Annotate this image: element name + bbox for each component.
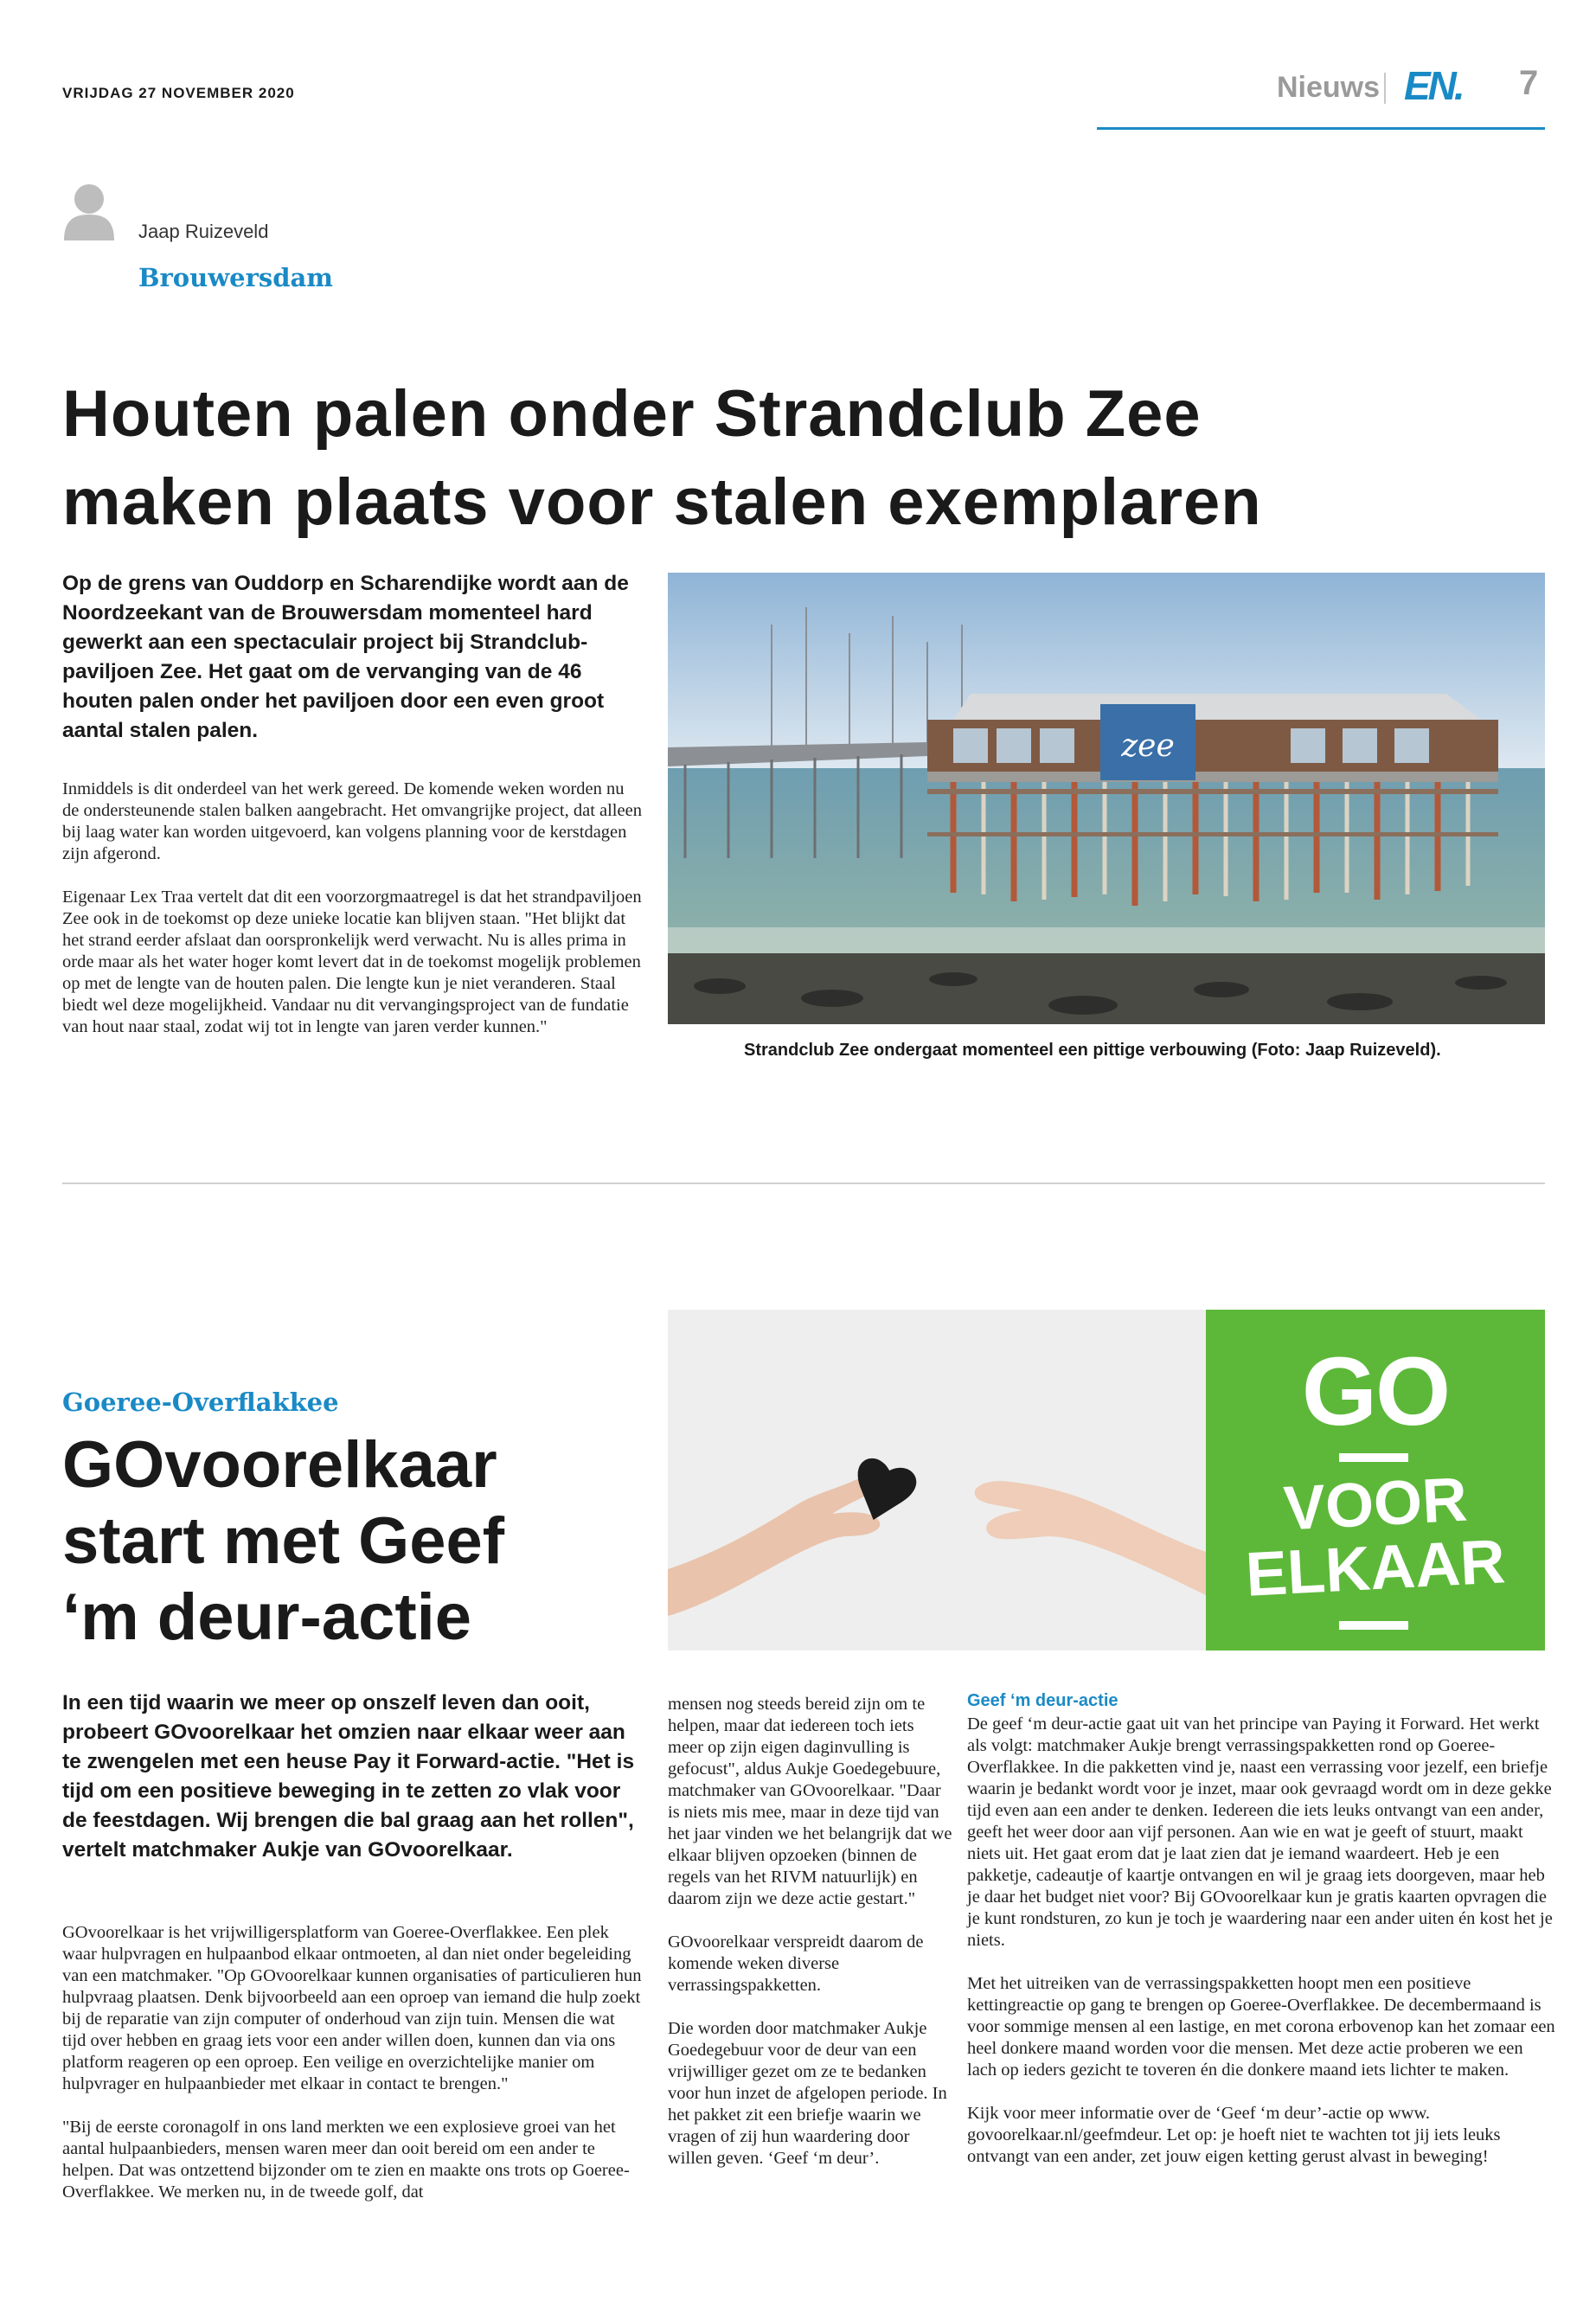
logo-voor-text: VOOR bbox=[1282, 1465, 1469, 1544]
paragraph: De geef ‘m deur-actie gaat uit van het principe van Paying it Forward. Het werkt als volgt: matchmaker Aukje brengt verrassingspakketten rond op Goeree-Overflakkee. In die pakketten vind je, naast een verrassing voor jezelf, een briefje waarin je bedankt wordt voor je inzet, maar ook gevraagd wordt om in deze gekke tijd even aan een ander te denken. Iedereen die iets leuks ontvangt van een ander, geeft het weer door aan vijf personen. Aan wie en wat je geeft of stuurt, maakt niets uit. Het gaat erom dat je laat zien dat je iemand waardeert. Heb je een pakketje, cadeautje of kaartje ontvangen en wil je graag iets doorgeven, maar heb je daar het budget niet voor? Bij GOvoorelkaar kun je gratis kaarten opvragen die je kunt rondsturen, zo kun je toch je waardering naar een ander uiten én kost het je niets. bbox=[967, 1715, 1553, 1950]
article-lead: In een tijd waarin we meer op onszelf leven dan ooit, probeert GOvoorelkaar het omzien naar elkaar weer aan te zwengelen met een heuse Pay it Forward-actie. "Het is tijd om een positieve beweging in te zetten zo vlak voor de feestdagen. Wij brengen die bal graag aan het rollen", vertelt matchmaker Aukje van GOvoorelkaar. bbox=[62, 1691, 635, 1862]
paragraph: "Bij de eerste coronagolf in ons land merkten we een explosieve groei van het aantal hulpaanbieders, mensen waren meer dan ooit bereid om een ander te helpen. Dat was ontzettend bijzonder om te zien en maakte ons trots op Goeree-Overflakkee. We merken nu, in de tweede golf, dat bbox=[62, 2118, 630, 2202]
author-avatar-icon bbox=[62, 182, 116, 240]
subheading: Geef ‘m deur-actie bbox=[967, 1691, 1118, 1710]
headline-line: start met Geef bbox=[62, 1504, 505, 1578]
logo-elkaar-text: ELKAAR bbox=[1244, 1527, 1507, 1610]
location-label: Brouwersdam bbox=[138, 263, 333, 292]
headline-line: maken plaats voor stalen exemplaren bbox=[62, 465, 1262, 539]
pavilion-sign: zee bbox=[1121, 728, 1175, 764]
article-body-column-2 bbox=[668, 1694, 953, 2191]
headline-line: Houten palen onder Strandclub Zee bbox=[62, 377, 1202, 451]
hands-heart-drawing bbox=[668, 1310, 1206, 1650]
paragraph: Die worden door matchmaker Aukje Goedegebuur voor de deur van een vrijwilliger gezet om ze te bedanken voor hun inzet de afgelopen periode. In het pakket zit een briefje waarin we vragen of zij hun waardering door willen geven. ‘Geef ‘m deur’. bbox=[668, 2019, 947, 2168]
section-label: Nieuws bbox=[1277, 71, 1381, 104]
headline-line: ‘m deur-actie bbox=[62, 1580, 472, 1654]
pavilion-photo-drawing bbox=[668, 573, 1545, 1024]
logo-go-text: GO bbox=[1301, 1337, 1450, 1445]
article-headline bbox=[62, 1427, 633, 1656]
article-lead: Op de grens van Ouddorp en Scharendijke wordt aan de Noordzeekant van de Brouwersdam momenteel hard gewerkt aan een spectaculair project bij Strandclub-paviljoen Zee. Het gaat om de vervanging van de 46 houten palen onder het paviljoen door een even groot aantal stalen palen. bbox=[62, 572, 629, 742]
photo-caption: Strandclub Zee ondergaat momenteel een pittige verbouwing (Foto: Jaap Ruizeveld). bbox=[744, 1041, 1441, 1060]
paragraph: mensen nog steeds bereid zijn om te helpen, maar dat iedereen toch iets meer op zijn eigen daginvulling is gefocust", aldus Aukje Goedegebuure, matchmaker van GOvoorelkaar. "Daar is niets mis mee, maar in deze tijd van het jaar vinden we het belangrijk dat we elkaar blijven opzoeken (binnen de regels van het RIVM natuurlijk) en daarom zijn we deze actie gestart." bbox=[668, 1695, 952, 1908]
article-body-column-1 bbox=[62, 1922, 642, 2225]
newspaper-logo: EN. bbox=[1404, 63, 1463, 108]
article-body-column-3 bbox=[967, 1714, 1555, 2189]
govoorelkaar-logo bbox=[1206, 1310, 1545, 1650]
location-label: Goeree-Overflakkee bbox=[62, 1388, 339, 1417]
logo-rule bbox=[1339, 1621, 1408, 1630]
header-separator bbox=[1384, 73, 1386, 104]
paragraph: Kijk voor meer informatie over de ‘Geef ‘m deur’-actie op www. govoorelkaar.nl/geefmdeur. Let op: je hoeft niet te wachten tot jij iets leuks ontvangt van een ander, zet jouw eigen ketting gerust alvast in beweging! bbox=[967, 2104, 1501, 2166]
article-headline bbox=[62, 370, 1360, 547]
paragraph: GOvoorelkaar verspreidt daarom de komende weken diverse verrassingspakketten. bbox=[668, 1932, 924, 1995]
page-number: 7 bbox=[1519, 64, 1539, 102]
paragraph: Inmiddels is dit onderdeel van het werk gereed. De komende weken worden nu de ondersteunende stalen balken aangebracht. Het omvangrijke project, dat alleen bij laag water kan worden uitgevoerd, kan volgens planning voor de kerstdagen zijn afgerond. bbox=[62, 779, 642, 863]
paragraph: GOvoorelkaar is het vrijwilligersplatform van Goeree-Overflakkee. Een plek waar hulpvragen en hulpaanbod elkaar ontmoeten, al dan niet onder begeleiding van een matchmaker. "Op GOvoorelkaar kunnen organisaties of particulieren hun hulpvraag plaatsen. Denk bijvoorbeeld aan een oproep van iemand die hulp zoekt bij de reparatie van zijn computer of onderhoud van zijn tuin. Mensen die wat tijd over hebben en graag iets voor een ander willen doen, kunnen dan via ons platform reageren op een oproep. Een veilige en overzichtelijke manier om hulpvrager en hulpaanbieder met elkaar in contact te brengen." bbox=[62, 1923, 642, 2093]
article-body bbox=[62, 779, 642, 1060]
paragraph: Met het uitreiken van de verrassingspakketten hoopt men een positieve kettingreactie op gang te brengen op Goeree-Overflakkee. De decembermaand is voor sommige mensen al een lastige, en met corona erbovenop kan het zomaar een heel donkere maand worden voor die mensen. Met deze actie proberen we een lach op ieders gezicht te toveren én die donkere maand iets lichter te maken. bbox=[967, 1974, 1555, 2080]
paragraph: Eigenaar Lex Traa vertelt dat dit een voorzorgmaatregel is dat het strandpaviljoen Zee ook in de toekomst op deze unieke locatie kan blijven staan. "Het blijkt dat het strand eerder afslaat dan oorspronkelijk werd verwacht. Nu is alles prima in orde maar als het water hoger komt levert dat in de toekomst mogelijk problemen op met de lengte van de houten palen. Die lengte kun je niet veranderen. Staal biedt wel deze mogelijkheid. Vandaar nu dit vervangingsproject van de fundatie van hout naar staal, zodat wij tot in lengte van jaren verder kunnen." bbox=[62, 888, 642, 1036]
logo-rule bbox=[1339, 1453, 1408, 1462]
hands-heart-photo bbox=[668, 1310, 1206, 1650]
issue-date: VRIJDAG 27 NOVEMBER 2020 bbox=[62, 85, 295, 101]
header-rule bbox=[1097, 127, 1545, 130]
pavilion-photo bbox=[668, 573, 1545, 1024]
article-divider bbox=[62, 1183, 1545, 1184]
author-name: Jaap Ruizeveld bbox=[138, 221, 269, 242]
headline-line: GOvoorelkaar bbox=[62, 1428, 497, 1502]
